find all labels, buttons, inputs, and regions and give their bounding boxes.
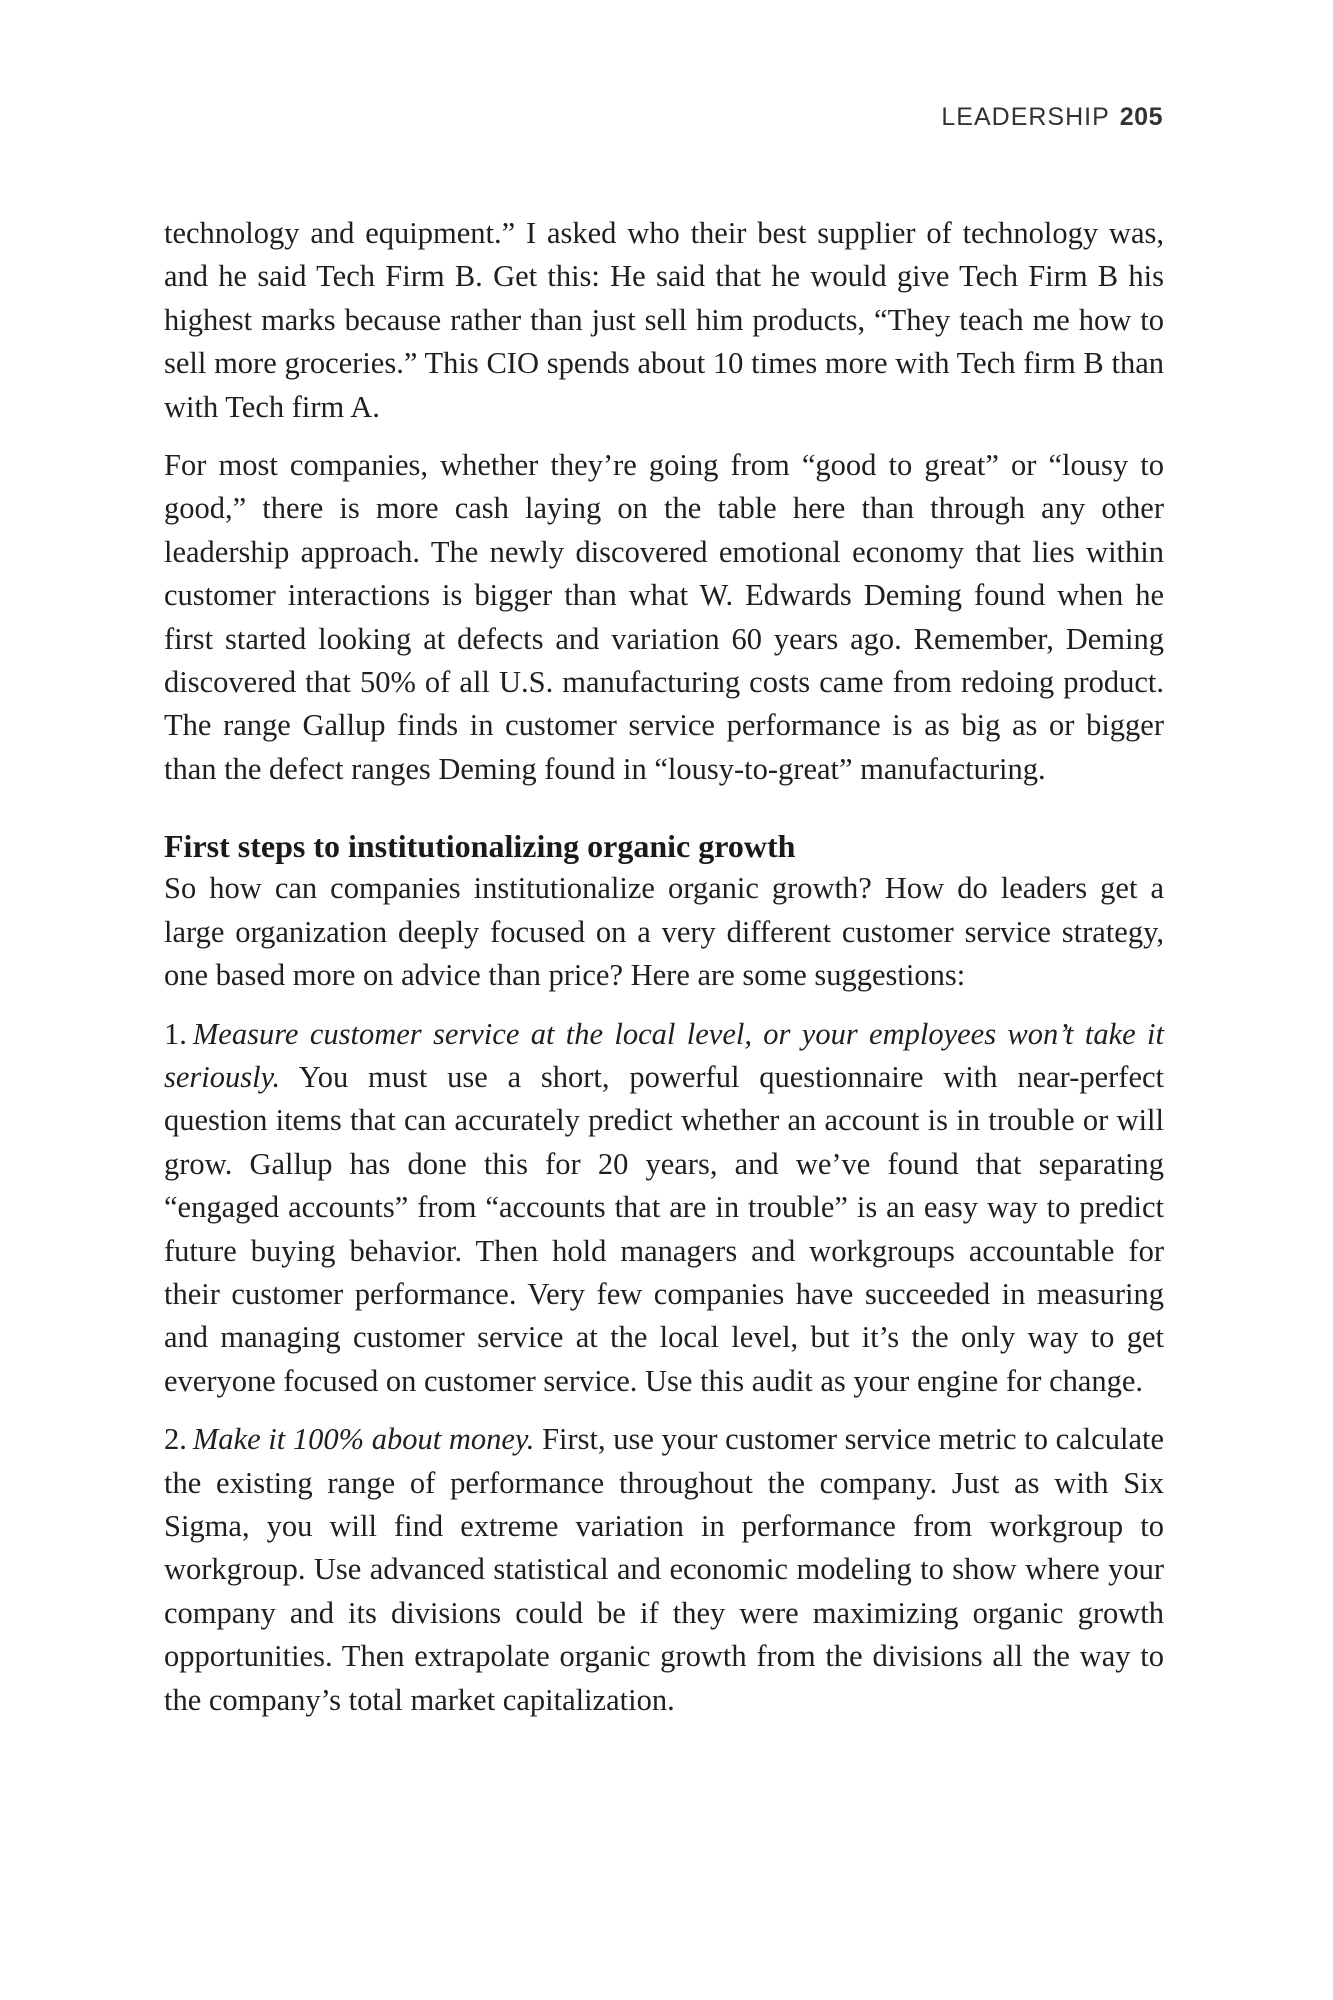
list-item-text: You must use a short, powerful questionnaire with near-perfect question items that can accurately predict whether an account is in trouble or will grow. Gallup has done this for 20 years, and we’ve found that separating “engaged accounts” from “accounts that are in trouble” is an easy way to predict future buying behavior. Then hold managers and workgroups accountable for their customer performance. Very few companies have succeeded in measuring and managing customer service at the local level, but it’s the only way to get everyone focused on customer service. Use this audit as your engine for change. [164,1059,1165,1398]
list-item-lead: Measure customer service at the local level, or your employees won’t take it seriously. [164,1016,1164,1094]
body-text [164,212,1164,1722]
page-number: 205 [1119,103,1163,131]
list-item-text: First, use your customer service metric to calculate the existing range of performance throughout the company. Just as with Six Sigma, you will find extreme variation in performance from workgroup to workgroup. Use advanced statistical and economic modeling to show where your company and its divisions could be if they were maximizing organic growth opportunities. Then extrapolate organic growth from the divisions all the way to the company’s total market capitalization. [164,1422,1164,1717]
running-head [941,103,1163,132]
list-item-number: 1. [164,1016,187,1051]
paragraph-2: For most companies, whether they’re going from “good to great” or “lousy to good,” there is more cash laying on the table here than through any other leadership approach. The newly discovered emotional economy that lies within customer interactions is bigger than what W. Edwards Deming found when he first started looking at defects and variation 60 years ago. Remember, Deming discovered that 50% of all U.S. manufacturing costs came from redoing product. The range Gallup finds in customer service performance is as big as or bigger than the defect ranges Deming found in “lousy-to-great” manufacturing. [164,448,1164,786]
paragraph-1: technology and equipment.” I asked who their best supplier of technology was, and he said Tech Firm B. Get this: He said that he would give Tech Firm B his highest marks because rather than just sell him products, “They teach me how to sell more groceries.” This CIO spends about 10 times more with Tech firm B than with Tech firm A. [164,216,1164,424]
list-item-lead: Make it 100% about money. [192,1422,535,1457]
list-item-1 [164,1013,1164,1404]
list-item-number: 2. [164,1422,187,1457]
paragraph-3: So how can companies institutionalize organic growth? How do leaders get a large organization deeply focused on a very different customer service strategy, one based more on advice than price? Here are some suggestions: [164,871,1164,993]
list-item-2 [164,1418,1164,1722]
section-heading: First steps to institutionalizing organic growth [164,828,796,865]
section-title: LEADERSHIP [941,103,1110,131]
